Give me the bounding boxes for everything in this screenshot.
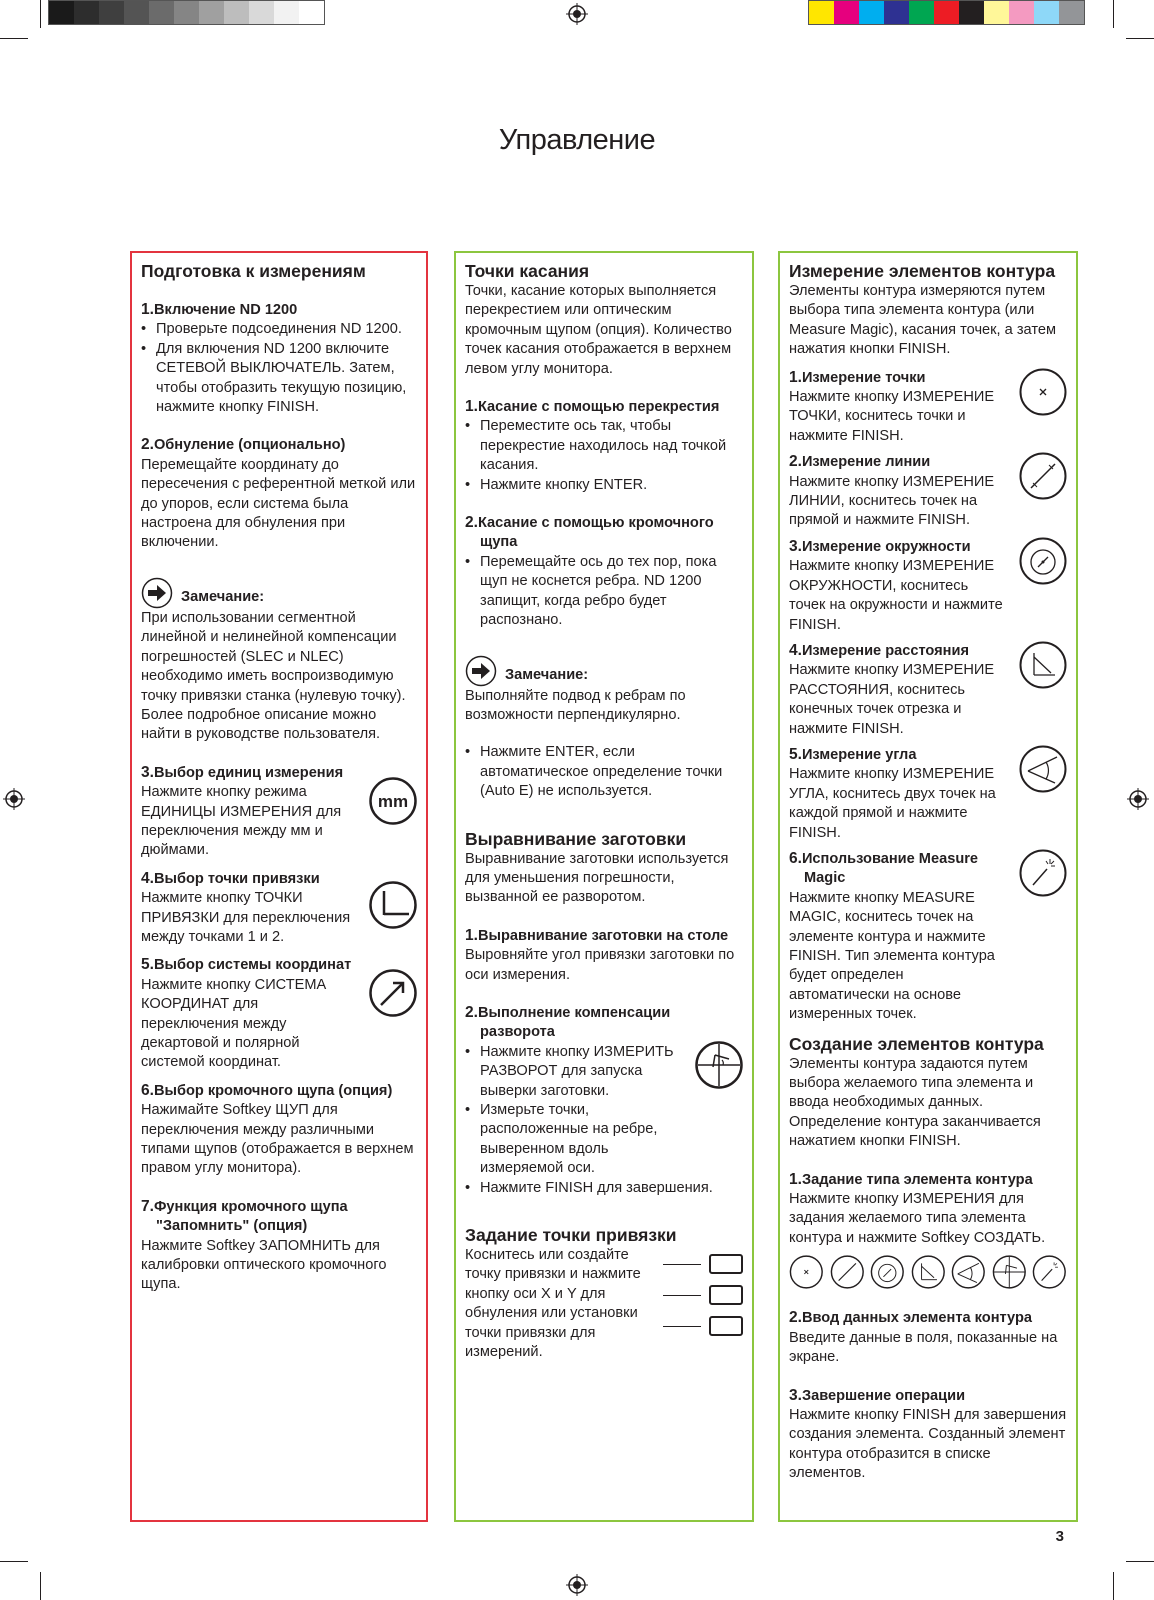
step-title: 5.Измерение угла bbox=[789, 745, 917, 763]
step-title: 2.Обнуление (опционально) bbox=[141, 436, 346, 454]
section-title: Измерение элементов контура bbox=[789, 261, 1056, 281]
coordinate-system-icon bbox=[369, 969, 417, 1017]
crop-mark bbox=[1126, 38, 1154, 39]
measure-angle-step bbox=[789, 745, 1067, 843]
crop-mark bbox=[0, 1561, 28, 1562]
step-text: Нажимайте Softkey ЩУП для переключения между различными типами щупов (отображается в верхнем правом углу монитора). bbox=[141, 1102, 414, 1177]
step-text: Нажмите Softkey ЗАПОМНИТЬ для калибровки оптического кромочного щупа. bbox=[141, 1237, 387, 1293]
step-title: 2.Измерение линии bbox=[789, 453, 931, 471]
crop-mark bbox=[40, 0, 41, 28]
probe-points-panel bbox=[454, 251, 754, 1522]
svg-text:mm: mm bbox=[377, 791, 409, 811]
axis-x-key[interactable] bbox=[663, 1252, 743, 1283]
step-title: 3.Измерение окружности bbox=[789, 537, 971, 555]
list-item: • Для включения ND 1200 включите СЕТЕВОЙ ВЫКЛЮЧАТЕЛЬ. Затем, чтобы отобразить текущую позицию, нажмите кнопку FINISH. bbox=[141, 340, 417, 418]
note-header bbox=[141, 577, 417, 609]
units-step bbox=[141, 763, 417, 861]
section-title: Задание точки привязки bbox=[465, 1225, 677, 1246]
datum-step bbox=[141, 869, 417, 948]
measure-distance-icon bbox=[1019, 641, 1067, 689]
section-title: Подготовка к измерениям bbox=[141, 261, 366, 281]
arrow-right-icon bbox=[465, 655, 497, 687]
step-text: Нажмите кнопку MEASURE MAGIC, коснитесь точек на элементе контура и нажмите FINISH. Тип элемента контура будет определен автоматически на основе измеренных точек. bbox=[789, 889, 995, 1023]
magic-icon[interactable] bbox=[1032, 1254, 1067, 1290]
list-item: • Перемещайте ось до тех пор, пока щуп не коснется ребра. ND 1200 запищит, когда ребро будет распознано. bbox=[465, 553, 743, 631]
grayscale-bar bbox=[48, 0, 325, 25]
feature-type-icons bbox=[789, 1254, 1067, 1290]
skew-icon[interactable] bbox=[992, 1254, 1027, 1290]
step-title: 2.Касание с помощью кромочного щупа bbox=[465, 514, 714, 551]
measure-point-icon bbox=[1019, 368, 1067, 416]
coord-step bbox=[141, 955, 417, 1072]
bullet-list bbox=[465, 417, 743, 495]
step-text: Выровняйте угол привязки заготовки по оси измерения. bbox=[465, 947, 735, 983]
step-title: 4.Измерение расстояния bbox=[789, 641, 969, 659]
registration-mark-icon bbox=[566, 1574, 588, 1596]
section-title: Точки касания bbox=[465, 261, 590, 281]
section-intro: Точки, касание которых выполняется перекрестием или оптическим кромочным щупом (опция). Количество точек касания отображается в верхнем левом углу монитора. bbox=[465, 283, 732, 377]
section-intro: Элементы контура задаются путем выбора желаемого типа элемента и ввода необходимых данных. Определение контура заканчивается нажатием кнопки FINISH. bbox=[789, 1055, 1041, 1150]
measure-angle-icon bbox=[1019, 745, 1067, 793]
preparation-panel bbox=[130, 251, 428, 1522]
step-text: Нажмите кнопку СИСТЕМА КООРДИНАТ для переключения между декартовой и полярной системой координат. bbox=[141, 976, 327, 1071]
note-title: Замечание: bbox=[505, 667, 589, 684]
step-title: 1.Выравнивание заготовки на столе bbox=[465, 926, 729, 944]
skew-step bbox=[465, 1003, 743, 1198]
section-intro: Выравнивание заготовки используется для уменьшения погрешности, вызванной ее разворотом. bbox=[465, 850, 729, 906]
arrow-right-icon bbox=[141, 577, 173, 609]
datum-set-block bbox=[465, 1224, 743, 1362]
list-item: • Нажмите кнопку ENTER. bbox=[465, 476, 743, 495]
color-bar bbox=[808, 0, 1085, 25]
note-title: Замечание: bbox=[181, 589, 265, 606]
line-icon[interactable] bbox=[830, 1254, 865, 1290]
bullet-list bbox=[141, 320, 417, 417]
step-text: Перемещайте координату до пересечения с референтной меткой или до упоров, если система была настроена для обнуления при включении. bbox=[141, 456, 416, 551]
list-item: • Нажмите FINISH для завершения. bbox=[465, 1179, 743, 1198]
registration-mark-icon bbox=[1127, 788, 1149, 810]
step-title: 1.Касание с помощью перекрестия bbox=[465, 398, 720, 416]
measure-circle-step bbox=[789, 537, 1067, 635]
step-title: 1.Измерение точки bbox=[789, 368, 926, 386]
step-title: 5.Выбор системы координат bbox=[141, 956, 352, 974]
note-text: При использовании сегментной линейной и нелинейной компенсации погрешностей (SLEC и NLEC) необходимо иметь воспроизводимую точку привязки станка (нулевую точку). Более подробное описание можно найти в руководстве пользователя. bbox=[141, 609, 406, 743]
step-text: Нажмите кнопку ТОЧКИ ПРИВЯЗКИ для переключения между точками 1 и 2. bbox=[141, 890, 351, 945]
bullet-list bbox=[465, 743, 743, 801]
list-item: • Нажмите ENTER, если автоматическое определение точки (Auto E) не используется. bbox=[465, 743, 743, 801]
step-text: Нажмите кнопку ИЗМЕРЕНИЕ РАССТОЯНИЯ, коснитесь конечных точек отрезка и нажмите FINISH. bbox=[789, 662, 995, 737]
step-title: 6.Использование Measure Magic bbox=[789, 849, 979, 887]
step-text: Нажмите кнопку ИЗМЕРЕНИЕ УГЛА, коснитесь двух точек на каждой прямой и нажмите FINISH. bbox=[789, 766, 996, 841]
list-item: • Проверьте подсоединения ND 1200. bbox=[141, 320, 417, 339]
step-title: 2.Выполнение компенсации разворота bbox=[465, 1003, 671, 1041]
axis-keys bbox=[663, 1252, 743, 1345]
section-title: Выравнивание заготовки bbox=[465, 828, 687, 849]
step-text: Нажмите кнопку ИЗМЕРЕНИЕ ОКРУЖНОСТИ, коснитесь точек на окружности и нажмите FINISH. bbox=[789, 558, 1003, 633]
note-text: Выполняйте подвод к ребрам по возможности перпендикулярно. bbox=[465, 687, 686, 723]
mm-units-icon bbox=[369, 777, 417, 825]
crop-mark bbox=[1113, 1572, 1114, 1600]
bullet-list bbox=[465, 553, 743, 631]
point-icon[interactable] bbox=[789, 1254, 824, 1290]
angle-icon[interactable] bbox=[951, 1254, 986, 1290]
step-text: Нажмите кнопку FINISH для завершения создания элемента. Созданный элемент контура отобразится в списке элементов. bbox=[789, 1406, 1067, 1482]
step-title: 3.Завершение операции bbox=[789, 1386, 966, 1404]
section-title: Создание элементов контура bbox=[789, 1033, 1044, 1054]
page-title: Управление bbox=[498, 124, 656, 156]
step-text: Нажмите кнопку ИЗМЕРЕНИЕ ЛИНИИ, коснитесь точек на прямой и нажмите FINISH. bbox=[789, 473, 995, 529]
step-title: 6.Выбор кромочного щупа (опция) bbox=[141, 1081, 393, 1099]
section-text: Коснитесь или создайте точку привязки и нажмите кнопку оси X и Y для обнуления или установки точки привязки для измерений. bbox=[465, 1247, 641, 1361]
registration-mark-icon bbox=[3, 788, 25, 810]
axis-y-key[interactable] bbox=[663, 1283, 743, 1314]
measure-line-icon bbox=[1019, 452, 1067, 500]
step-title: 1.Включение ND 1200 bbox=[141, 301, 298, 318]
measure-distance-step bbox=[789, 641, 1067, 739]
section-intro: Элементы контура измеряются путем выбора типа элемента контура (или Measure Magic), касания точек, а затем нажатия кнопки FINISH. bbox=[789, 283, 1056, 358]
note-header bbox=[465, 655, 743, 687]
step-text: Нажмите кнопку ИЗМЕРЕНИЯ для задания желаемого типа элемента контура и нажмите Softkey СОЗДАТЬ. bbox=[789, 1191, 1046, 1246]
step-title: 4.Выбор точки привязки bbox=[141, 869, 320, 887]
list-item: • Нажмите кнопку ИЗМЕРИТЬ РАЗВОРОТ для запуска выверки заготовки. bbox=[465, 1043, 743, 1101]
step-title: 2.Ввод данных элемента контура bbox=[789, 1309, 1032, 1327]
measure-features-panel bbox=[778, 251, 1078, 1522]
list-item: • Измерьте точки, расположенные на ребре, выверенном вдоль измеряемой оси. bbox=[465, 1101, 743, 1179]
step-text: Нажмите кнопку ИЗМЕРЕНИЕ ТОЧКИ, коснитесь точки и нажмите FINISH. bbox=[789, 389, 995, 444]
measure-line-step bbox=[789, 452, 1067, 531]
registration-mark-icon bbox=[566, 3, 588, 25]
measure-point-step bbox=[789, 368, 1067, 447]
measure-magic-icon bbox=[1019, 849, 1067, 897]
list-item: • Переместите ось так, чтобы перекрестие находилось над точкой касания. bbox=[465, 417, 743, 475]
measure-magic-step bbox=[789, 849, 1067, 1025]
step-title: 1.Задание типа элемента контура bbox=[789, 1170, 1033, 1188]
crop-mark bbox=[1113, 0, 1114, 28]
page-number: 3 bbox=[1055, 1528, 1064, 1545]
skew-measure-icon bbox=[695, 1041, 743, 1089]
crop-mark bbox=[0, 38, 28, 39]
step-text: Введите данные в поля, показанные на экране. bbox=[789, 1329, 1058, 1366]
step-title: 7.Функция кромочного щупа "Запомнить" (опция) bbox=[141, 1197, 348, 1235]
step-title: 3.Выбор единиц измерения bbox=[141, 763, 344, 781]
crop-mark bbox=[1126, 1561, 1154, 1562]
distance-icon[interactable] bbox=[911, 1254, 946, 1290]
circle-icon[interactable] bbox=[870, 1254, 905, 1290]
step-text: Нажмите кнопку режима ЕДИНИЦЫ ИЗМЕРЕНИЯ для переключения между мм и дюймами. bbox=[141, 784, 342, 859]
measure-circle-icon bbox=[1019, 537, 1067, 585]
axis-z-key[interactable] bbox=[663, 1314, 743, 1345]
datum-point-icon bbox=[369, 881, 417, 929]
crop-mark bbox=[40, 1572, 41, 1600]
